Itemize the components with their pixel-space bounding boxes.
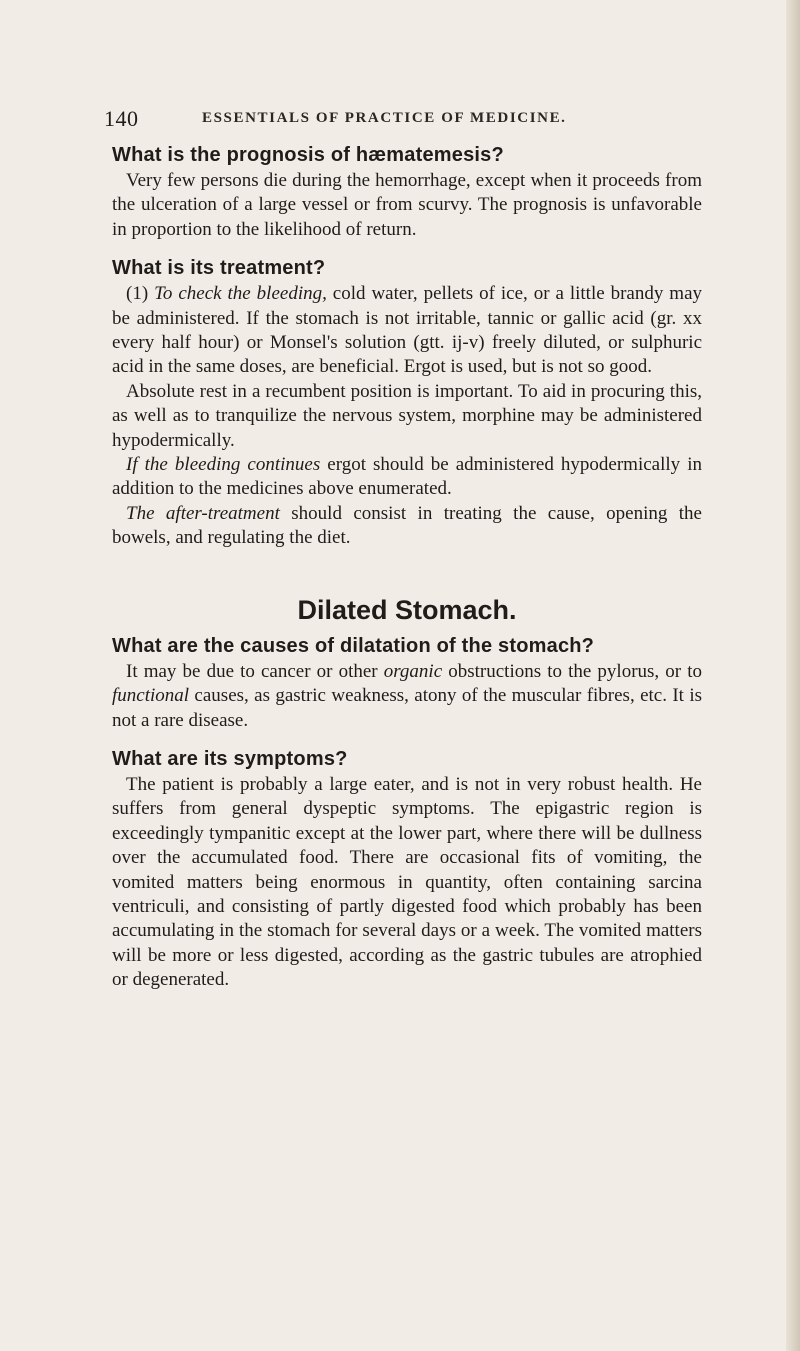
- treatment-number: (1): [126, 283, 155, 305]
- running-head: [104, 106, 702, 136]
- causes-italic-organic: organic: [383, 660, 443, 682]
- answer-prognosis: Very few persons die during the hemorrhage, except when it proceeds from the ulceration of a large vessel or from scurvy. The prognosis is unfavorable in proportion to the likelihood of return.: [112, 170, 702, 240]
- causes-italic-functional: functional: [112, 685, 190, 707]
- page-number: 140: [104, 106, 139, 131]
- treatment-text-4: should consist in treating the cause, opening the bowels, and regulating the diet.: [112, 502, 702, 549]
- answer-causes: [112, 660, 702, 733]
- causes-text-2: obstructions to the pylorus, or to: [442, 660, 703, 682]
- causes-text-1: It may be due to cancer or other: [126, 660, 384, 682]
- treatment-text-3: ergot should be administered hypodermically in addition to the medicines above enumerated.: [112, 454, 702, 500]
- question-treatment: What is its treatment?: [112, 257, 326, 280]
- treatment-italic-after-treatment: The after-treatment: [126, 502, 280, 524]
- treatment-paragraph-2: Absolute rest in a recumbent position is important. To aid in procuring this, as well as to tranquilize the nervous system, morphine may be administered hypodermically.: [112, 380, 702, 451]
- question-causes: What are the causes of dilatation of the stomach?: [112, 634, 595, 657]
- question-prognosis: What is the prognosis of hæmatemesis?: [112, 144, 504, 166]
- treatment-italic-check-bleeding: To check the bleeding,: [154, 283, 327, 305]
- treatment-text-1: cold water, pellets of ice, or a little brandy may be administered. If the stomach is not irritable, tannic or gallic acid (gr. xx every half hour) or Monsel's solution (gtt. ij-v) freely diluted, or sulphuric acid in the same doses, are beneficial. Ergot is used, but is not so good.: [112, 283, 702, 378]
- causes-text-3: causes, as gastric weakness, atony of the muscular fibres, etc. It is not a rare disease.: [112, 685, 702, 731]
- question-symptoms: What are its symptoms?: [112, 747, 348, 770]
- page-edge-shadow: [786, 0, 800, 1351]
- book-page: [104, 106, 703, 993]
- treatment-italic-bleeding-continues: If the bleeding continues: [126, 454, 321, 476]
- answer-symptoms: The patient is probably a large eater, and is not in very robust health. He suffers from general dyspeptic symptoms. The epigastric region is exceedingly tympanitic except at the lower part, where there will be dullness over the accumulated food. There are occasional fits of vomiting, the vomited matters being enormous in quantity, often containing sarcina ventriculi, and consisting of partly digested food which probably has been accumulating in the stomach for several days or a week. The vomited matters will be more or less digested, according as the gastric tubules are atrophied or degenerated.: [112, 773, 702, 991]
- treatment-paragraph-3: [112, 453, 702, 502]
- treatment-paragraph-1: [112, 282, 702, 380]
- running-title: ESSENTIALS OF PRACTICE OF MEDICINE.: [202, 110, 567, 126]
- treatment-paragraph-4: [112, 502, 702, 551]
- section-heading: Dilated Stomach.: [297, 594, 517, 625]
